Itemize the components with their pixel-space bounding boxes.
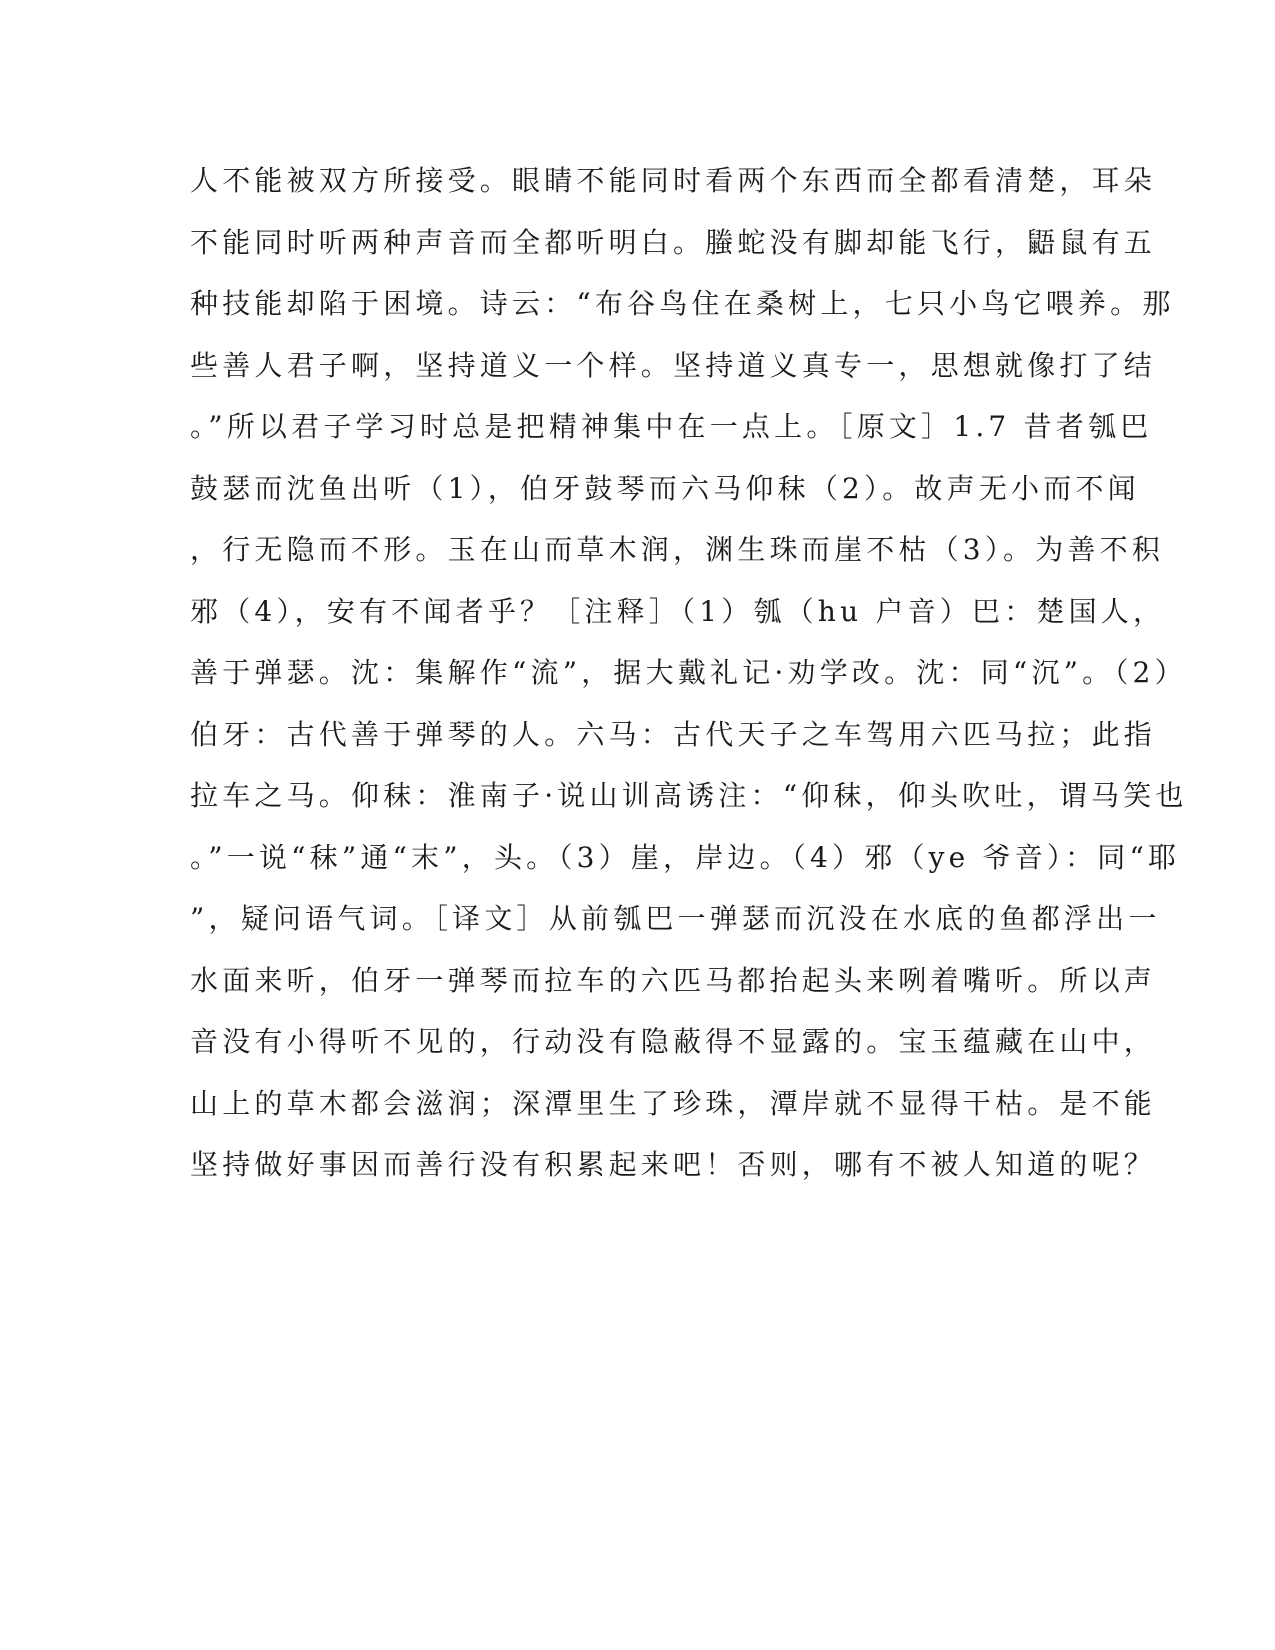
text-line: 水面来听，伯牙一弹琴而拉车的六匹马都抬起头来咧着嘴听。所以声 (190, 963, 1157, 997)
text-line: 。”所以君子学习时总是把精神集中在一点上。［原文］1.7 昔者瓠巴 (190, 410, 1153, 443)
text-line: 伯牙：古代善于弹琴的人。六马：古代天子之车驾用六匹马拉；此指 (190, 717, 1157, 751)
text-line: 拉车之马。仰秣：淮南子·说山训高诱注：“仰秣，仰头吹吐，谓马笑也 (190, 779, 1188, 812)
body-text (190, 164, 1188, 1210)
text-line: 邪（4），安有不闻者乎？［注释］（1）瓠（hu 户音）巴：楚国人， (190, 594, 1166, 628)
text-line: 坚持做好事因而善行没有积累起来吧！否则，哪有不被人知道的呢？ (190, 1148, 1157, 1181)
text-line: ”，疑问语气词。［译文］从前瓠巴一弹瑟而沉没在水底的鱼都浮出一 (190, 902, 1161, 935)
text-line: 音没有小得听不见的，行动没有隐蔽得不显露的。宝玉蕴藏在山中， (190, 1025, 1157, 1058)
text-line: 善于弹瑟。沈：集解作“流”，据大戴礼记·劝学改。沈：同“沉”。（2） (190, 656, 1187, 689)
text-line: 些善人君子啊，坚持道义一个样。坚持道义真专一，思想就像打了结 (190, 348, 1157, 382)
text-line: 人不能被双方所接受。眼睛不能同时看两个东西而全都看清楚，耳朵 (190, 164, 1157, 197)
text-line: ，行无隐而不形。玉在山而草木润，渊生珠而崖不枯（3）。为善不积 (190, 533, 1165, 566)
text-line: 。”一说“秣”通“末”，头。（3）崖，岸边。（4）邪（ye 爷音）：同“耶 (190, 840, 1181, 874)
text-line: 种技能却陷于困境。诗云：“布谷鸟住在桑树上，七只小鸟它喂养。那 (190, 287, 1175, 320)
text-line: 不能同时听两种声音而全都听明白。螣蛇没有脚却能飞行，鼯鼠有五 (190, 225, 1157, 259)
text-line: 鼓瑟而沈鱼出听（1），伯牙鼓琴而六马仰秣（2）。故声无小而不闻 (190, 471, 1140, 505)
text-line: 山上的草木都会滋润；深潭里生了珍珠，潭岸就不显得干枯。是不能 (190, 1086, 1157, 1120)
